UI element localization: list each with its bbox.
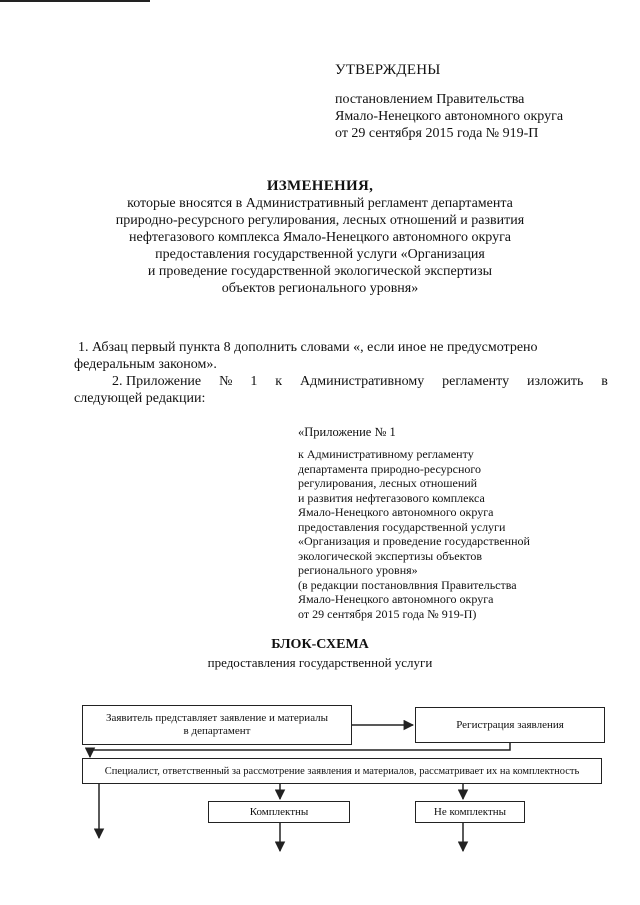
approved-by-line: от 29 сентября 2015 года № 919-П	[335, 126, 539, 141]
appendix-line: от 29 сентября 2015 года № 919-П)	[298, 606, 477, 621]
flow-box-applicant-submits	[82, 705, 352, 745]
appendix-line: (в редакции постановлвния Правительства	[298, 577, 517, 592]
approved-by-line: Ямало-Ненецкого автономного округа	[335, 109, 564, 124]
appendix-line: предоставления государственной услуги	[298, 519, 506, 534]
paragraph-2-word: 1	[250, 374, 258, 389]
subtitle-line: объектов регионального уровня»	[221, 281, 419, 296]
appendix-line: регулирования, лесных отношений	[298, 476, 478, 490]
arrow-box2-to-box3	[90, 743, 510, 757]
document-subtitle	[60, 195, 580, 297]
paragraph-2-line-2: следующей редакции:	[74, 391, 206, 406]
approved-by-block	[335, 91, 563, 142]
approved-heading: УТВЕРЖДЕНЫ	[335, 62, 441, 78]
paragraph-2-word: изложить	[527, 374, 584, 389]
paragraph-2-word: регламенту	[442, 374, 510, 389]
appendix-line: Ямало-Ненецкого автономного округа	[298, 505, 494, 519]
flow-box-completeness-review	[82, 758, 602, 784]
appendix-line: Ямало-Ненецкого автономного округа	[298, 592, 494, 606]
paragraph-2-word: №	[219, 374, 233, 389]
appendix-line: регионального уровня»	[298, 563, 418, 577]
subtitle-line: природно-ресурсного регулирования, лесных отношений и развития	[115, 213, 525, 228]
approved-by-line: постановлением Правительства	[335, 92, 525, 107]
appendix-line: к Административному регламенту	[298, 447, 474, 461]
appendix-block	[298, 447, 530, 621]
flow-box-label: Специалист, ответственный за рассмотрение заявления и материалов, рассматривает их на комплектность	[104, 765, 580, 777]
flow-box-complete	[208, 801, 350, 823]
paragraph-1-line-2: федеральным законом».	[74, 357, 217, 372]
paragraph-1-line-1: 1. Абзац первый пункта 8 дополнить словами «, если иное не предусмотрено	[78, 340, 538, 355]
flow-box-label: Не комплектны	[433, 805, 507, 818]
subtitle-line: предоставления государственной услуги «Организация	[155, 247, 485, 262]
paragraph-2-word: в	[601, 374, 608, 389]
subtitle-line: и проведение государственной экологической экспертизы	[147, 264, 493, 279]
flow-box-label: Заявитель представляет заявление и материалы в департамент	[105, 712, 329, 737]
flow-box-label: Регистрация заявления	[456, 718, 564, 731]
appendix-line: экологической экспертизы объектов	[298, 548, 483, 563]
appendix-line: департамента природно-ресурсного	[298, 461, 481, 476]
subtitle-line: которые вносятся в Административный регламент департамента	[127, 196, 513, 211]
flow-box-label: Комплектны	[249, 805, 309, 818]
flow-box-incomplete	[415, 801, 525, 823]
flow-box-registration	[415, 707, 605, 743]
flowchart-title: БЛОК-СХЕМА	[271, 637, 369, 652]
appendix-heading: «Приложение № 1	[298, 425, 396, 439]
appendix-line: «Организация и проведение государственной	[298, 534, 530, 548]
top-rule	[0, 0, 150, 2]
paragraph-2-word: к	[275, 374, 283, 389]
paragraph-2-word: 2. Приложение	[112, 374, 202, 389]
document-title: ИЗМЕНЕНИЯ,	[266, 178, 374, 194]
subtitle-line: нефтегазового комплекса Ямало-Ненецкого автономного округа	[128, 230, 512, 245]
paragraph-2-line-1	[112, 373, 608, 390]
flowchart-subtitle: предоставления государственной услуги	[207, 655, 433, 670]
appendix-line: и развития нефтегазового комплекса	[298, 490, 485, 505]
paragraph-2-word: Административному	[300, 374, 425, 389]
